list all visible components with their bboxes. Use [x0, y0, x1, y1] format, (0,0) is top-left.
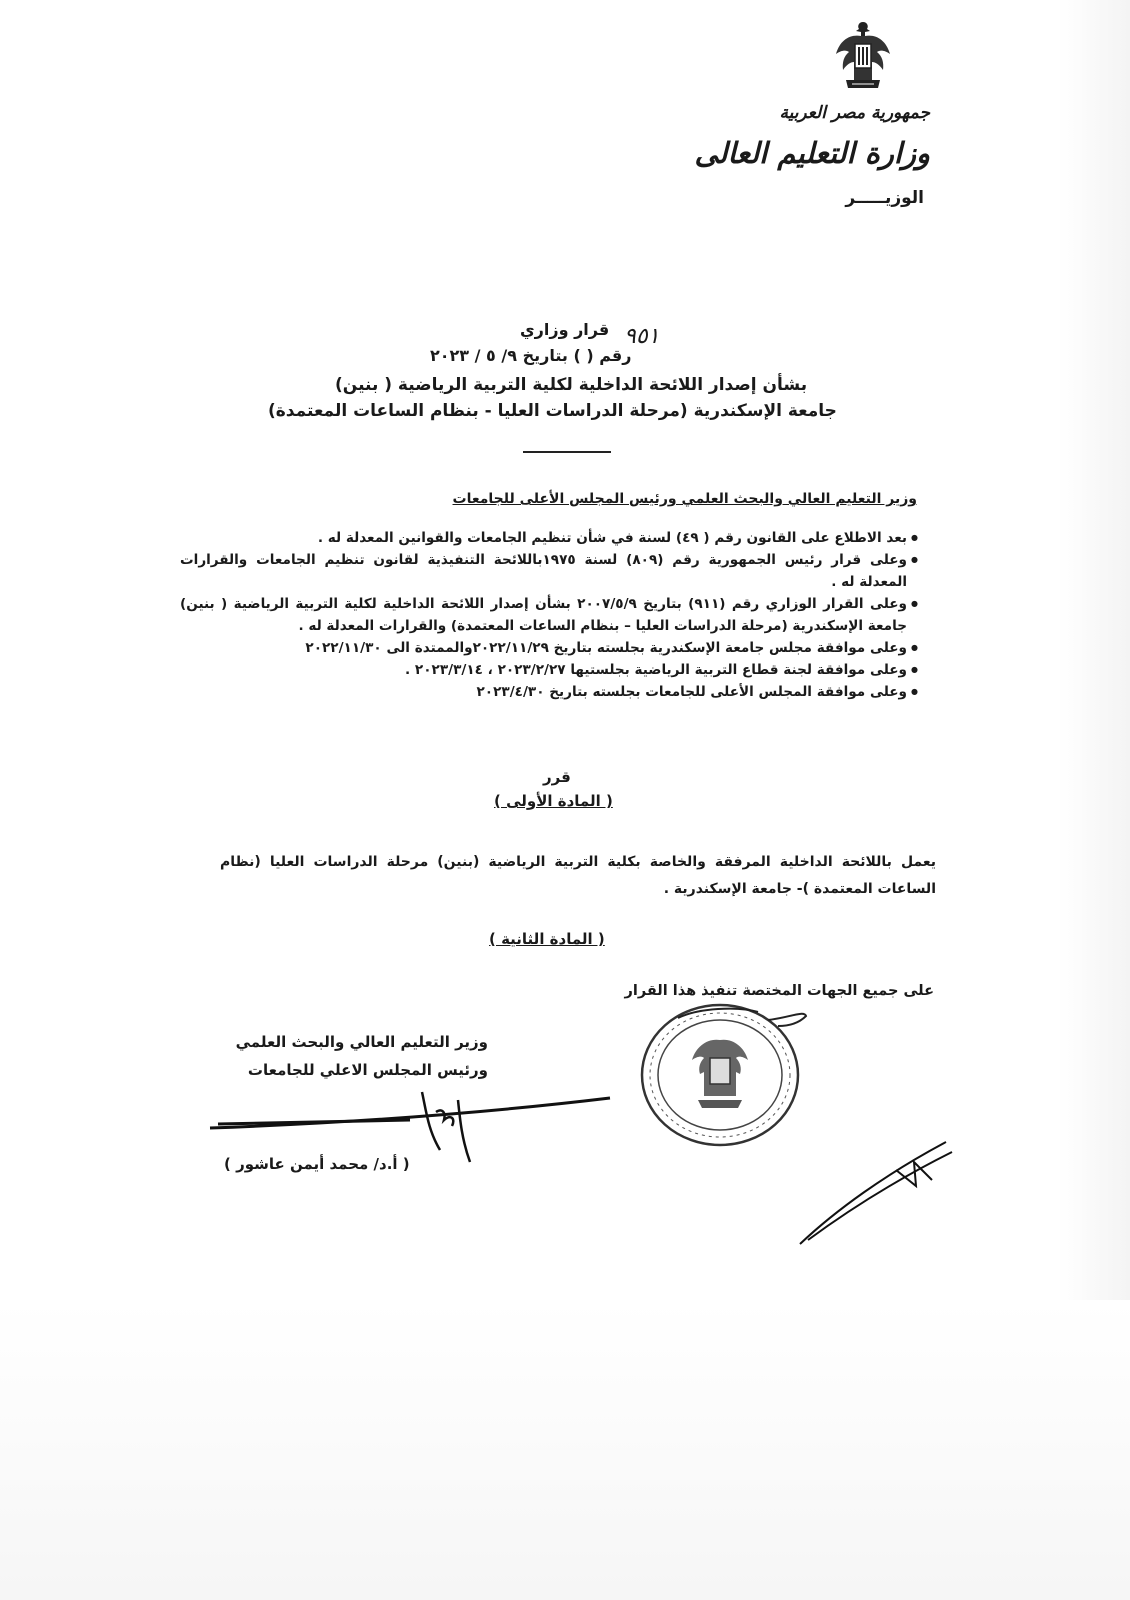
- signatory-name: ( أ.د/ محمد أيمن عاشور ): [224, 1155, 410, 1173]
- eagle-emblem-icon: [832, 18, 894, 96]
- article-2-title: ( المادة الثانية ): [489, 930, 605, 948]
- scan-bottom-shading: [0, 1300, 1130, 1600]
- clause-sector-committee: ● وعلى موافقة لجنة قطاع التربية الرياضية بجلستيها ٢٠٢٣/٢/٢٧ ، ٢٠٢٣/٣/١٤ .: [180, 659, 918, 681]
- clause-ministerial-decree: ● وعلى القرار الوزاري رقم (٩١١) بتاريخ ٢٠٠٧/٥/٩ بشأن إصدار اللائحة الداخلية لكلية التربية الرياضية ( بنين) جامعة الإسكندرية (مرحلة الدراسات العليا – بنظام الساعات المعتمدة) والقرارات المعدلة له .: [180, 593, 918, 637]
- decree-number-handwritten: ٩٥١: [624, 324, 660, 349]
- decree-subject-line1: بشأن إصدار اللائحة الداخلية لكلية التربية الرياضية ( بنين): [335, 375, 808, 395]
- preamble-heading: وزير التعليم العالي والبحث العلمي ورئيس المجلس الأعلى للجامعات: [452, 491, 917, 507]
- decree-subject-line2: جامعة الإسكندرية (مرحلة الدراسات العليا - بنظام الساعات المعتمدة): [268, 401, 837, 421]
- preamble-clauses: [180, 527, 918, 703]
- letterhead-country: جمهورية مصر العربية: [779, 103, 930, 123]
- decree-number-date: رقم ( ) بتاريخ ٩/ ٥ / ٢٠٢٣: [430, 346, 632, 365]
- article-1-title: ( المادة الأولى ): [494, 792, 613, 810]
- clause-law-49: ● بعد الاطلاع على القانون رقم ( ٤٩) لسنة في شأن تنظيم الجامعات والقوانين المعدلة له .: [180, 527, 918, 549]
- article-1-text: يعمل باللائحة الداخلية المرفقة والخاصة بكلية التربية الرياضية (بنين) مرحلة الدراسات العليا (نظام الساعات المعتمدة )- جامعة الإسكندرية .: [220, 854, 936, 897]
- handwritten-initial-mark: [796, 1140, 956, 1250]
- decree-title: قرار وزاري: [520, 320, 610, 339]
- letterhead-office: الوزيـــــر: [845, 188, 924, 208]
- article-2-text: على جميع الجهات المختصة تنفيذ هذا القرار: [624, 983, 934, 999]
- signatory-title-line1: وزير التعليم العالي والبحث العلمي: [235, 1033, 488, 1051]
- clause-supreme-council: ● وعلى موافقة المجلس الأعلى للجامعات بجلسته بتاريخ ٢٠٢٣/٤/٣٠: [180, 681, 918, 703]
- clause-university-council: ● وعلى موافقة مجلس جامعة الإسكندرية بجلسته بتاريخ ٢٠٢٢/١١/٢٩والممتدة الى ٢٠٢٢/١١/٣٠: [180, 637, 918, 659]
- ministry-seal-stamp: [638, 1000, 808, 1150]
- decided-label: قرر: [543, 768, 571, 786]
- signatory-title-line2: ورئيس المجلس الاعلي للجامعات: [247, 1061, 488, 1079]
- clause-presidential-decree: ● وعلى قرار رئيس الجمهورية رقم (٨٠٩) لسنة ١٩٧٥باللائحة التنفيذية لقانون تنظيم الجامعات والقرارات المعدلة له .: [180, 549, 918, 593]
- letterhead-ministry: وزارة التعليم العالى: [694, 136, 930, 170]
- title-separator: [523, 451, 611, 453]
